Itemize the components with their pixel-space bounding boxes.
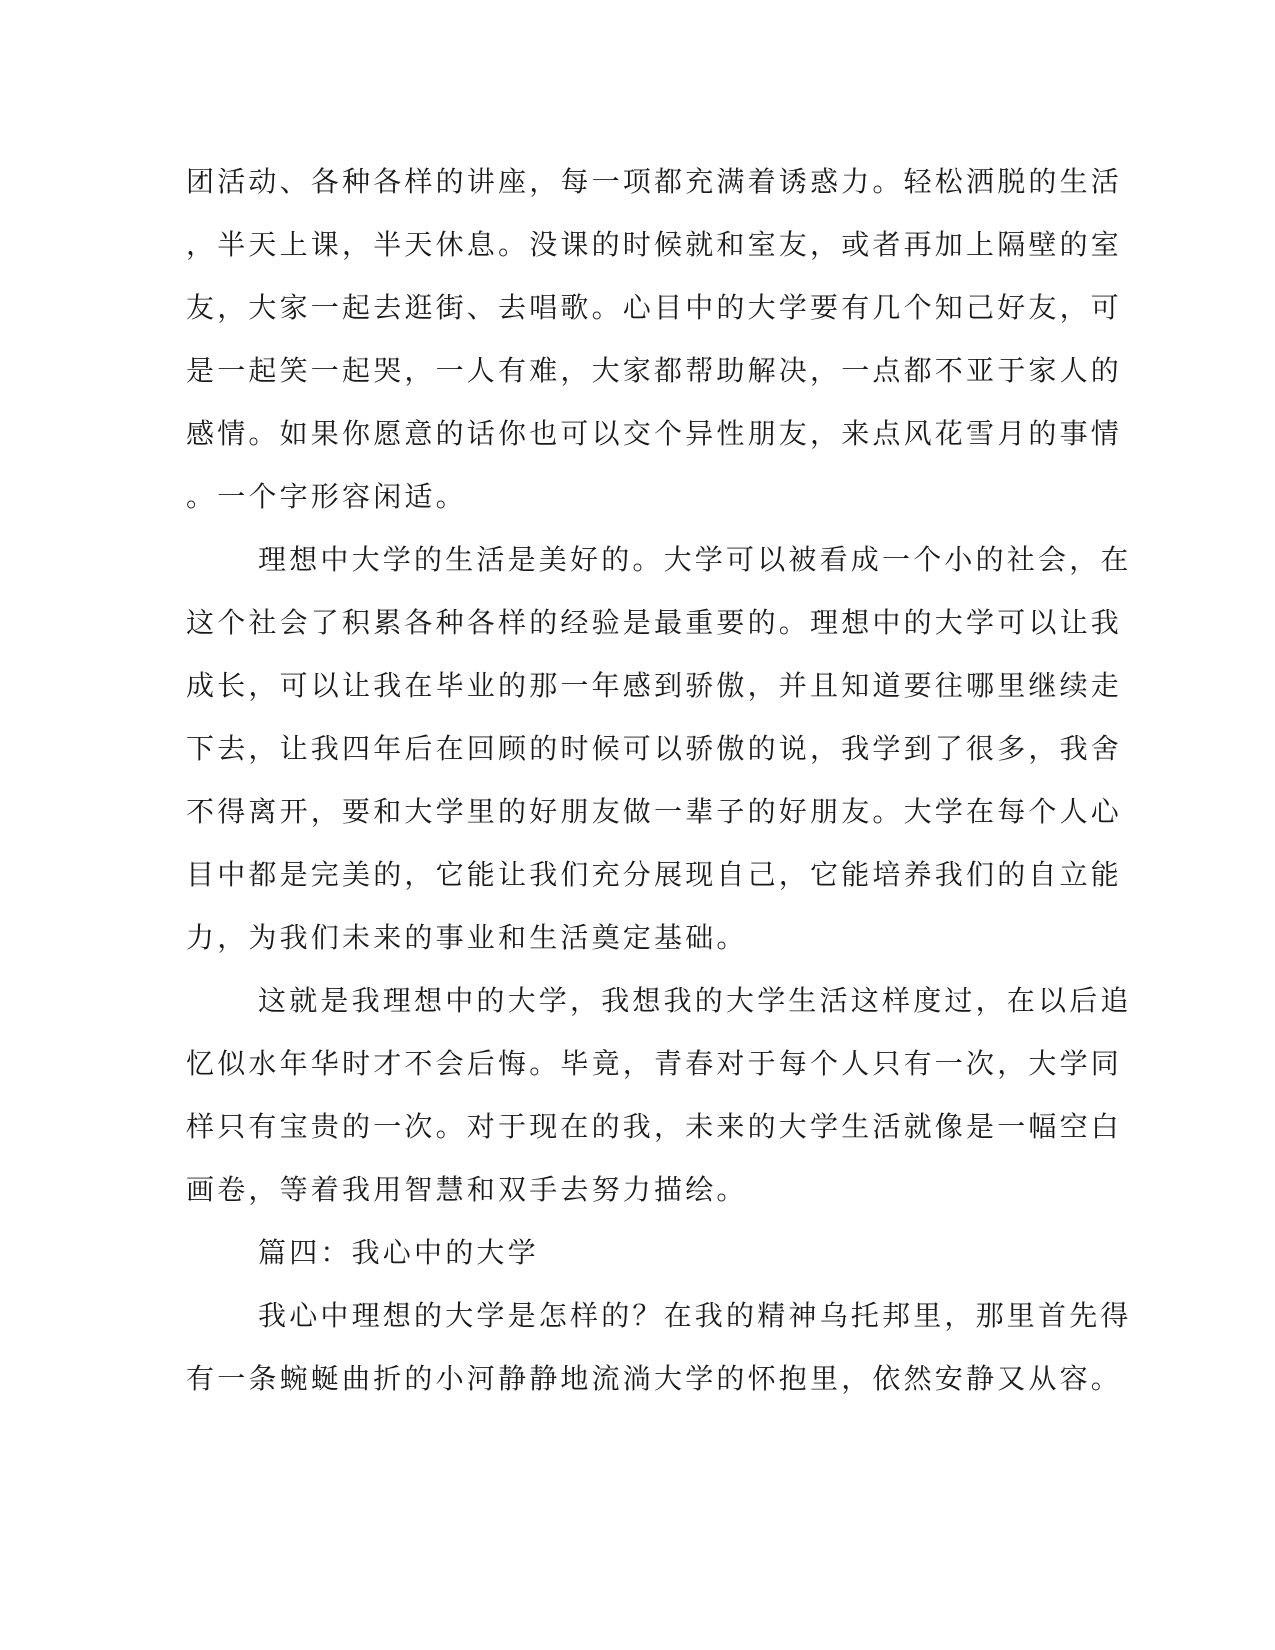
- text-line: 画卷，等着我用智慧和双手去努力描绘。: [186, 1173, 748, 1206]
- text-line: 感情。如果你愿意的话你也可以交个异性朋友，来点风花雪月的事情: [186, 417, 1123, 450]
- text-line: 不得离开，要和大学里的好朋友做一辈子的好朋友。大学在每个人心: [186, 795, 1123, 828]
- text-line: 样只有宝贵的一次。对于现在的我，未来的大学生活就像是一幅空白: [186, 1110, 1123, 1143]
- paragraph-start-line: 我心中理想的大学是怎样的？在我的精神乌托邦里，那里首先得: [258, 1299, 1132, 1332]
- body-text: [186, 150, 1132, 1410]
- text-line: 这个社会了积累各种各样的经验是最重要的。理想中的大学可以让我: [186, 606, 1123, 639]
- text-line: 力，为我们未来的事业和生活奠定基础。: [186, 921, 748, 954]
- text-line: 成长，可以让我在毕业的那一年感到骄傲，并且知道要往哪里继续走: [186, 669, 1123, 702]
- text-line: ，半天上课，半天休息。没课的时候就和室友，或者再加上隔壁的室: [186, 228, 1123, 261]
- text-line: 团活动、各种各样的讲座，每一项都充满着诱惑力。轻松洒脱的生活: [186, 165, 1123, 198]
- section-heading: 篇四：我心中的大学: [258, 1236, 539, 1269]
- text-line: 。一个字形容闲适。: [186, 480, 467, 513]
- text-line: 是一起笑一起哭，一人有难，大家都帮助解决，一点都不亚于家人的: [186, 354, 1123, 387]
- paragraph-start-line: 理想中大学的生活是美好的。大学可以被看成一个小的社会，在: [258, 543, 1132, 576]
- paragraph-start-line: 这就是我理想中的大学，我想我的大学生活这样度过，在以后追: [258, 984, 1132, 1017]
- text-line: 下去，让我四年后在回顾的时候可以骄傲的说，我学到了很多，我舍: [186, 732, 1123, 765]
- text-line: 有一条蜿蜒曲折的小河静静地流淌大学的怀抱里，依然安静又从容。: [186, 1362, 1123, 1395]
- text-line: 友，大家一起去逛街、去唱歌。心目中的大学要有几个知己好友，可: [186, 291, 1123, 324]
- text-line: 忆似水年华时才不会后悔。毕竟，青春对于每个人只有一次，大学同: [186, 1047, 1123, 1080]
- text-line: 目中都是完美的，它能让我们充分展现自己，它能培养我们的自立能: [186, 858, 1123, 891]
